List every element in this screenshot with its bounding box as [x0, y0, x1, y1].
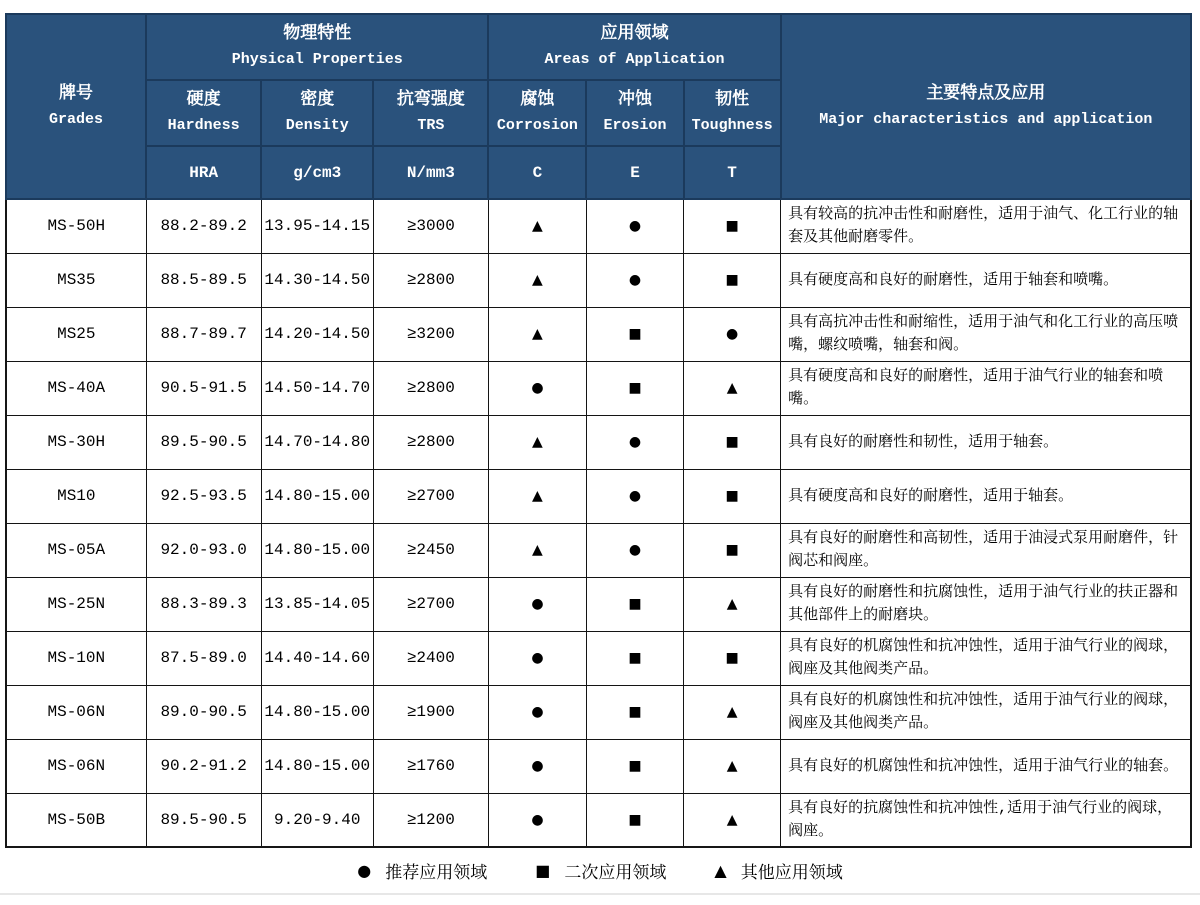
cell-grade: MS-30H: [6, 415, 146, 469]
cell-grade: MS-06N: [6, 685, 146, 739]
cell-trs: ≥1760: [373, 739, 488, 793]
cell-density: 14.80-15.00: [261, 685, 373, 739]
cell-density: 13.85-14.05: [261, 577, 373, 631]
cell-density: 14.30-14.50: [261, 253, 373, 307]
cell-trs: ≥1900: [373, 685, 488, 739]
cell-trs: ≥2700: [373, 469, 488, 523]
legend-item: [535, 858, 666, 884]
table-row: [6, 361, 1191, 415]
cell-hardness: 89.5-90.5: [146, 415, 261, 469]
unit-hra: HRA: [146, 146, 261, 199]
cell-corrosion-symbol: ▲: [488, 199, 586, 253]
cell-erosion-symbol: ■: [586, 631, 683, 685]
header-trs-en: TRS: [417, 117, 445, 134]
cell-trs: ≥2800: [373, 253, 488, 307]
header-grades-zh: 牌号: [59, 84, 94, 104]
cell-hardness: 89.5-90.5: [146, 793, 261, 847]
cell-hardness: 87.5-89.0: [146, 631, 261, 685]
table-row: [6, 739, 1191, 793]
header-grades: [6, 14, 146, 199]
legend-symbol-icon: ●: [357, 861, 372, 880]
cell-toughness-symbol: ■: [684, 253, 781, 307]
cell-density: 14.40-14.60: [261, 631, 373, 685]
cell-hardness: 88.2-89.2: [146, 199, 261, 253]
header-trs-zh: 抗弯强度: [396, 91, 465, 110]
cell-hardness: 92.5-93.5: [146, 469, 261, 523]
cell-toughness-symbol: ■: [684, 415, 781, 469]
table-row: [6, 631, 1191, 685]
legend-item: [714, 858, 842, 884]
cell-grade: MS-05A: [6, 523, 146, 577]
cell-grade: MS10: [6, 469, 146, 523]
legend-label: 二次应用领域: [564, 865, 667, 884]
header-toughness: [684, 80, 781, 146]
unit-nmm3: N/mm3: [373, 146, 488, 199]
cell-hardness: 90.2-91.2: [146, 739, 261, 793]
header-physical-en: Physical Properties: [231, 51, 403, 68]
cell-description: 具有硬度高和良好的耐磨性，适用于油气行业的轴套和喷嘴。: [781, 361, 1191, 415]
header-areas-of-application: [488, 14, 780, 80]
header-major-en: Major characteristics and application: [819, 110, 1153, 128]
header-grades-en: Grades: [49, 110, 104, 128]
header-density-zh: 密度: [300, 91, 335, 110]
header-physical-zh: 物理特性: [283, 25, 352, 44]
cell-corrosion-symbol: ●: [488, 361, 586, 415]
cell-corrosion-symbol: ▲: [488, 415, 586, 469]
cell-grade: MS-10N: [6, 631, 146, 685]
cell-description: 具有硬度高和良好的耐磨性，适用于轴套。: [781, 469, 1191, 523]
cell-toughness-symbol: ▲: [684, 361, 781, 415]
cell-description: 具有硬度高和良好的耐磨性，适用于轴套和喷嘴。: [781, 253, 1191, 307]
cell-grade: MS-40A: [6, 361, 146, 415]
header-hardness: [146, 80, 261, 146]
unit-gcm3: g/cm3: [261, 146, 373, 199]
table-row: [6, 415, 1191, 469]
legend-symbol-icon: ■: [535, 861, 551, 880]
header-toughness-en: Toughness: [691, 117, 773, 134]
grades-table: [5, 13, 1192, 848]
cell-corrosion-symbol: ●: [488, 739, 586, 793]
cell-corrosion-symbol: ▲: [488, 253, 586, 307]
cell-toughness-symbol: ■: [684, 631, 781, 685]
cell-grade: MS35: [6, 253, 146, 307]
cell-trs: ≥3200: [373, 307, 488, 361]
table-row: [6, 469, 1191, 523]
table-row: [6, 199, 1191, 253]
table-row: [6, 307, 1191, 361]
cell-hardness: 88.7-89.7: [146, 307, 261, 361]
table-row: [6, 253, 1191, 307]
cell-corrosion-symbol: ●: [488, 577, 586, 631]
cell-grade: MS-25N: [6, 577, 146, 631]
cell-trs: ≥2800: [373, 415, 488, 469]
cell-grade: MS-50H: [6, 199, 146, 253]
cell-toughness-symbol: ●: [684, 307, 781, 361]
cell-trs: ≥3000: [373, 199, 488, 253]
cell-density: 14.50-14.70: [261, 361, 373, 415]
cell-description: 具有良好的机腐蚀性和抗冲蚀性，适用于油气行业的阀球，阀座及其他阀类产品。: [781, 685, 1191, 739]
cell-trs: ≥2450: [373, 523, 488, 577]
table-row: [6, 685, 1191, 739]
cell-toughness-symbol: ▲: [684, 793, 781, 847]
cell-hardness: 88.3-89.3: [146, 577, 261, 631]
cell-description: 具有良好的耐磨性和高韧性，适用于油浸式泵用耐磨件，针阀芯和阀座。: [781, 523, 1191, 577]
cell-erosion-symbol: ■: [586, 307, 683, 361]
cell-corrosion-symbol: ▲: [488, 523, 586, 577]
cell-hardness: 92.0-93.0: [146, 523, 261, 577]
cell-description: 具有良好的抗腐蚀性和抗冲蚀性,适用于油气行业的阀球，阀座。: [781, 793, 1191, 847]
cell-toughness-symbol: ▲: [684, 577, 781, 631]
cell-density: 14.70-14.80: [261, 415, 373, 469]
cell-description: 具有较高的抗冲击性和耐磨性，适用于油气、化工行业的轴套及其他耐磨零件。: [781, 199, 1191, 253]
cell-density: 13.95-14.15: [261, 199, 373, 253]
table-row: [6, 577, 1191, 631]
cell-erosion-symbol: ■: [586, 685, 683, 739]
cell-erosion-symbol: ●: [586, 199, 683, 253]
cell-hardness: 89.0-90.5: [146, 685, 261, 739]
header-corrosion: [488, 80, 586, 146]
legend-label: 推荐应用领域: [385, 865, 488, 884]
cell-description: 具有良好的耐磨性和韧性，适用于轴套。: [781, 415, 1191, 469]
cell-corrosion-symbol: ▲: [488, 469, 586, 523]
legend: [0, 848, 1200, 894]
cell-erosion-symbol: ■: [586, 361, 683, 415]
cell-grade: MS-06N: [6, 739, 146, 793]
header-physical-properties: [146, 14, 488, 80]
cell-description: 具有良好的机腐蚀性和抗冲蚀性，适用于油气行业的轴套。: [781, 739, 1191, 793]
cell-corrosion-symbol: ●: [488, 793, 586, 847]
cell-description: 具有高抗冲击性和耐缩性，适用于油气和化工行业的高压喷嘴，螺纹喷嘴，轴套和阀。: [781, 307, 1191, 361]
unit-t: T: [684, 146, 781, 199]
header-erosion: [586, 80, 683, 146]
legend-symbol-icon: ▲: [714, 861, 727, 880]
table-body: [6, 199, 1191, 847]
cell-erosion-symbol: ■: [586, 577, 683, 631]
cell-density: 14.20-14.50: [261, 307, 373, 361]
header-erosion-en: Erosion: [603, 117, 667, 134]
header-erosion-zh: 冲蚀: [618, 91, 652, 110]
header-density: [261, 80, 373, 146]
cell-density: 14.80-15.00: [261, 469, 373, 523]
cell-trs: ≥2800: [373, 361, 488, 415]
cell-trs: ≥2700: [373, 577, 488, 631]
cell-corrosion-symbol: ●: [488, 631, 586, 685]
cell-trs: ≥1200: [373, 793, 488, 847]
legend-label: 其他应用领域: [740, 865, 843, 884]
cell-hardness: 88.5-89.5: [146, 253, 261, 307]
cell-description: 具有良好的耐磨性和抗腐蚀性，适用于油气行业的扶正器和其他部件上的耐磨块。: [781, 577, 1191, 631]
table-row: [6, 793, 1191, 847]
cell-density: 9.20-9.40: [261, 793, 373, 847]
header-major-characteristics: [781, 14, 1191, 199]
cell-erosion-symbol: ●: [586, 415, 683, 469]
table-row: [6, 523, 1191, 577]
bottom-divider: [0, 893, 1200, 895]
header-toughness-zh: 韧性: [715, 91, 750, 110]
header-hardness-en: Hardness: [167, 117, 240, 134]
header-areas-zh: 应用领域: [600, 25, 669, 44]
legend-item: [357, 858, 487, 884]
unit-c: C: [488, 146, 586, 199]
header-trs: [373, 80, 488, 146]
cell-description: 具有良好的机腐蚀性和抗冲蚀性，适用于油气行业的阀球，阀座及其他阀类产品。: [781, 631, 1191, 685]
cell-density: 14.80-15.00: [261, 523, 373, 577]
unit-e: E: [586, 146, 683, 199]
header-major-zh: 主要特点及应用: [926, 84, 1046, 104]
cell-corrosion-symbol: ●: [488, 685, 586, 739]
cell-erosion-symbol: ■: [586, 793, 683, 847]
cell-toughness-symbol: ▲: [684, 739, 781, 793]
cell-erosion-symbol: ●: [586, 469, 683, 523]
cell-toughness-symbol: ■: [684, 523, 781, 577]
cell-toughness-symbol: ■: [684, 469, 781, 523]
cell-hardness: 90.5-91.5: [146, 361, 261, 415]
cell-toughness-symbol: ▲: [684, 685, 781, 739]
cell-corrosion-symbol: ▲: [488, 307, 586, 361]
cell-toughness-symbol: ■: [684, 199, 781, 253]
cell-erosion-symbol: ●: [586, 523, 683, 577]
header-density-en: Density: [285, 117, 349, 134]
cell-grade: MS-50B: [6, 793, 146, 847]
cell-erosion-symbol: ■: [586, 739, 683, 793]
cell-density: 14.80-15.00: [261, 739, 373, 793]
header-areas-en: Areas of Application: [544, 51, 725, 68]
header-hardness-zh: 硬度: [186, 91, 221, 110]
cell-trs: ≥2400: [373, 631, 488, 685]
cell-grade: MS25: [6, 307, 146, 361]
header-corrosion-zh: 腐蚀: [520, 91, 555, 110]
header-group-row: [6, 14, 1191, 80]
header-corrosion-en: Corrosion: [496, 117, 578, 134]
cell-erosion-symbol: ●: [586, 253, 683, 307]
